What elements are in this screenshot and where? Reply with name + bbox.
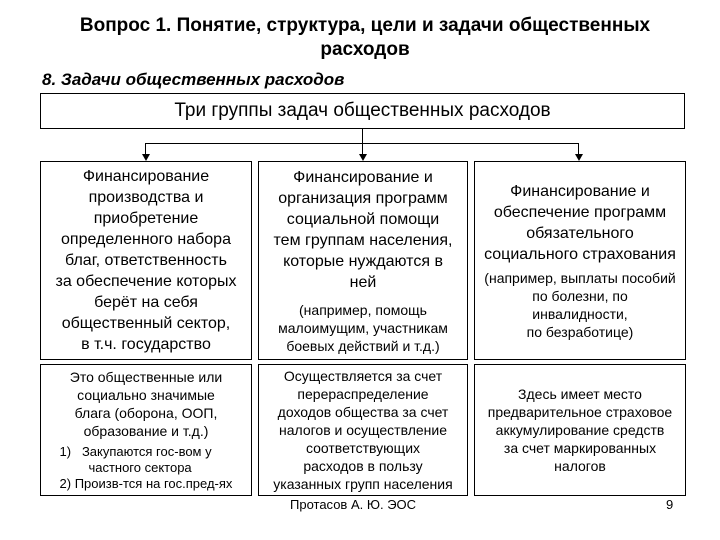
group-2-main-box: Финансирование и организация программ социальной помощи тем группам населения, которые нуждаются в ней (например, помощь малоимущим, участникам боевых действий и т.д.) (258, 161, 468, 360)
footer-author: Протасов А. Ю. ЭОС (290, 497, 417, 512)
arrow-middle (359, 154, 367, 161)
group-1-main-box: Финансирование производства и приобретение определенного набора благ, ответственность за обеспечение которых берёт на себя общественный сектор, в т.ч. государство (40, 161, 252, 360)
page-title (40, 14, 690, 62)
arrow-left (142, 154, 150, 161)
top-box: Три группы задач общественных расходов (40, 93, 685, 129)
section-subtitle: 8. Задачи общественных расходов (42, 70, 345, 89)
group-2-detail-box: Осуществляется за счет перераспределение доходов общества за счет налогов и осуществление соответствующих расходов в пользу указанных групп населения (258, 364, 468, 496)
group-1-list: 1) Закупаются гос-вом у частного сектора 2) Произв-тся на гос.пред-ях (59, 444, 233, 491)
title-line-2: расходов (320, 39, 410, 60)
group-3-main-box: Финансирование и обеспечение программ обязательного социального страхования (например, выплаты пособий по болезни, по инвалидности, по безработице) (474, 161, 686, 360)
connector-stem (362, 129, 363, 143)
group-1-detail-box: Это общественные или социально значимые блага (оборона, ООП, образование и т.д.) 1) Закупаются гос-вом у частного сектора 2) Произв-тся на гос.пред-ях (40, 364, 252, 496)
page-number: 9 (666, 497, 674, 512)
arrow-right (575, 154, 583, 161)
group-3-detail-box: Здесь имеет место предварительное страховое аккумулирование средств за счет маркированных налогов (474, 364, 686, 496)
title-line-1: Вопрос 1. Понятие, структура, цели и задачи общественных (79, 15, 651, 36)
